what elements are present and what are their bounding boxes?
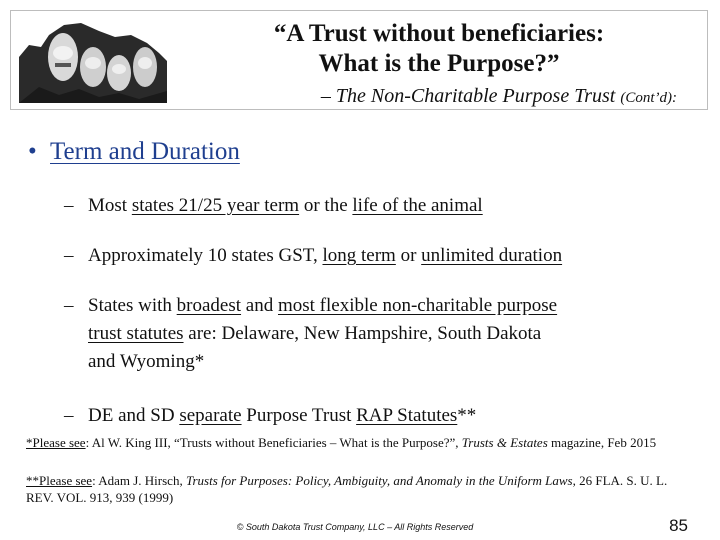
underlined-text: unlimited duration (421, 245, 563, 266)
footnote-1: *Please see: Al W. King III, “Trusts without Beneficiaries – What is the Purpose?”, Trusts & Estates magazine, Feb 2015 (26, 435, 657, 450)
bullet-heading: Term and Duration (50, 138, 240, 165)
underlined-text: most flexible non-charitable purpose (277, 295, 558, 316)
slide-header (10, 10, 708, 110)
page-number: 85 (669, 516, 688, 535)
list-item: – Approximately 10 states GST, long term or unlimited duration (64, 242, 674, 270)
dash-icon: – (64, 195, 74, 216)
footnote-2: **Please see: Adam J. Hirsch, Trusts for Purposes: Policy, Ambiguity, and Anomaly in the Uniform Laws, 26 FLA. S. U. L. REV. VOL. 913, 939 (1999) (26, 473, 668, 505)
title-line-2: What is the Purpose?” (318, 50, 560, 77)
mount-rushmore-logo-icon (19, 17, 167, 103)
dash-icon: – (64, 405, 74, 426)
footnote-label: **Please see (26, 473, 93, 488)
footnote-italic: Trusts for Purposes: Policy, Ambiguity, and Anomaly in the Uniform Laws (185, 473, 573, 488)
copyright-footer: © South Dakota Trust Company, LLC – All Rights Reserved (236, 522, 474, 532)
underlined-text: states 21/25 year term (131, 195, 300, 216)
underlined-text: broadest (176, 295, 242, 316)
bullet-dot-icon: • (28, 138, 37, 165)
subtitle-main: – The Non-Charitable Purpose Trust (320, 85, 616, 107)
list-item-continuation: and Wyoming* (88, 351, 205, 372)
subtitle-cont: (Cont’d): (620, 90, 677, 106)
list-item-continuation: trust statutes are: Delaware, New Hampshire, South Dakota (88, 323, 542, 344)
title-line-1: “A Trust without beneficiaries: (273, 20, 605, 47)
list-item: – DE and SD separate Purpose Trust RAP Statutes** (64, 402, 674, 430)
footnote-italic: Trusts & Estates (461, 435, 548, 450)
slide-subtitle (171, 85, 707, 108)
main-bullet (28, 138, 240, 166)
slide-title (171, 19, 707, 79)
underlined-text: long term (322, 245, 396, 266)
footnote-label: *Please see (26, 435, 86, 450)
underlined-text: separate (179, 405, 242, 426)
underlined-text: life of the animal (352, 195, 483, 216)
list-item: – Most states 21/25 year term or the life of the animal (64, 192, 674, 220)
dash-icon: – (64, 295, 74, 316)
underlined-text: RAP Statutes (356, 405, 458, 426)
dash-icon: – (64, 245, 74, 266)
list-item: – States with broadest and most flexible non-charitable purpose trust statutes are: Delaware, New Hampshire, South Dakota and Wyoming* (64, 292, 674, 376)
underlined-text: trust statutes (88, 323, 184, 344)
